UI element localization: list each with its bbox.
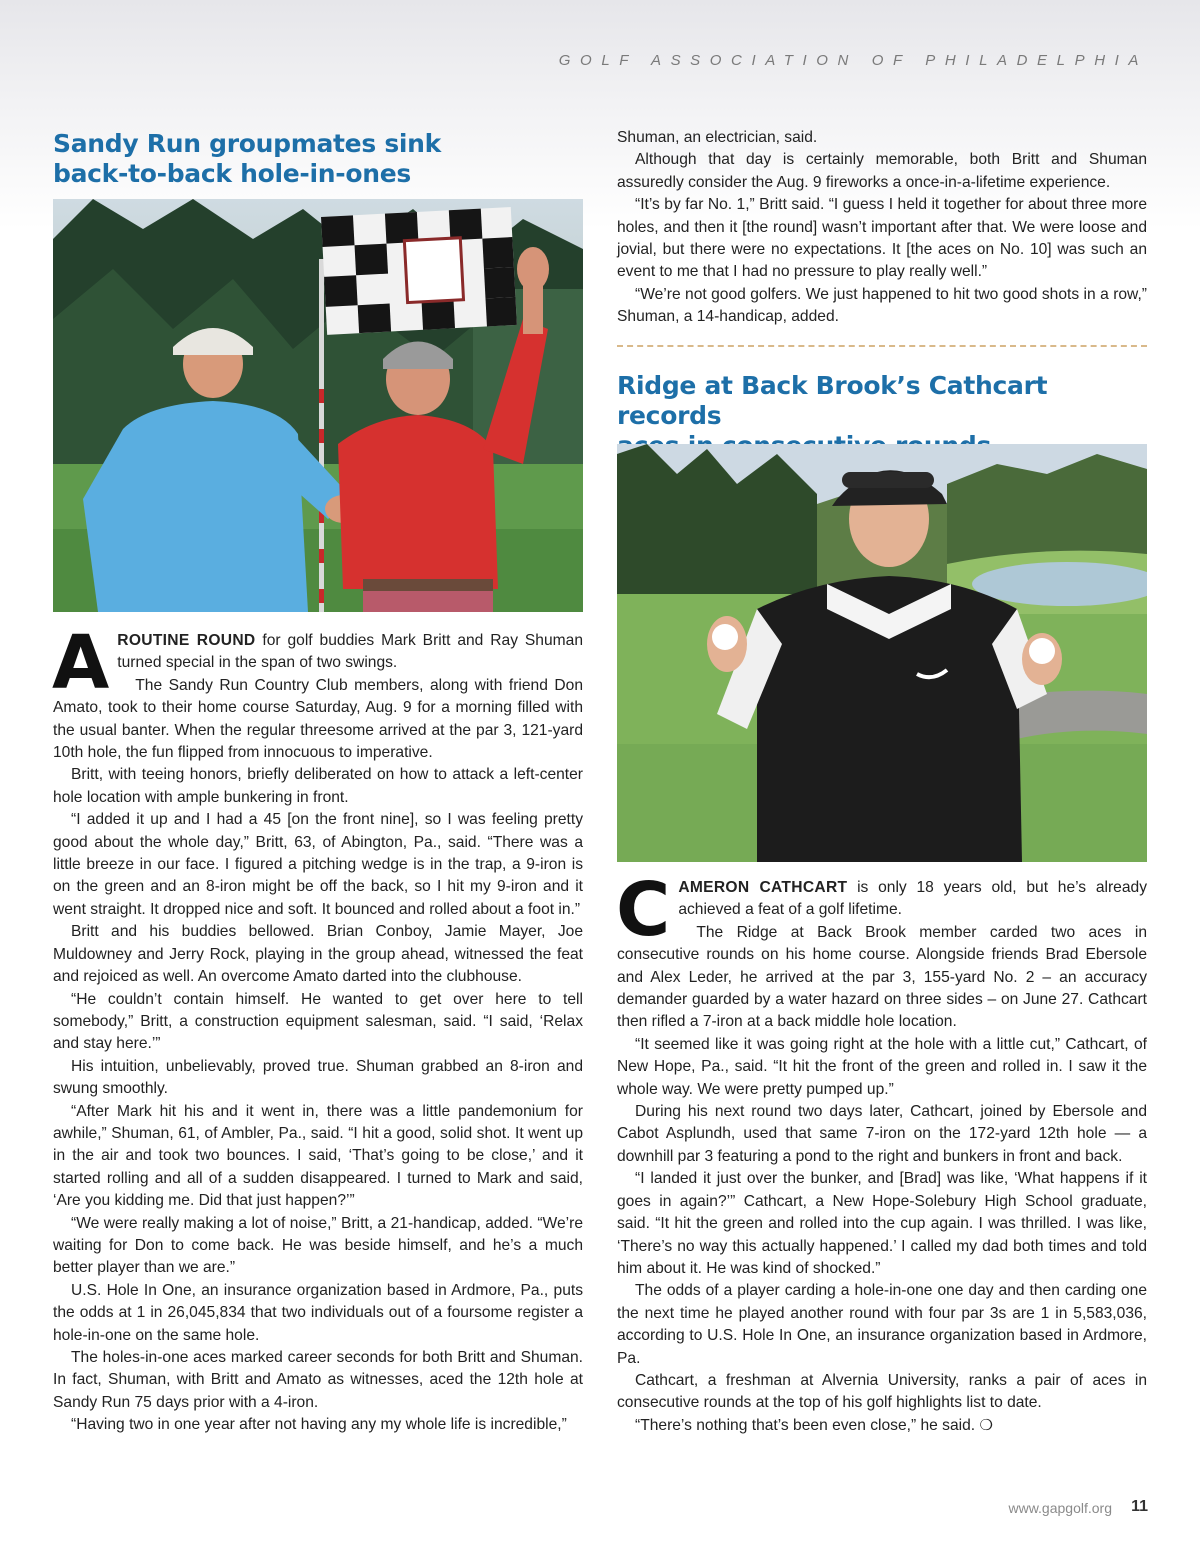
article1-paragraph-2: The Sandy Run Country Club members, along with friend Don Amato, took to their home course Saturday, Aug. 9 for a morning filled with the usual banter. When the regular threesome arrived at the par 3, 121-yard 10th hole, the fun flipped from innocuous to imperative.: [53, 676, 583, 762]
running-head: GOLF ASSOCIATION OF PHILADELPHIA: [558, 52, 1148, 69]
end-mark-icon: ❍: [979, 1416, 993, 1434]
article2-paragraph-7: Cathcart, a freshman at Alvernia University, ranks a pair of aces in consecutive rounds at the top of his golf highlights list to date.: [617, 1371, 1147, 1412]
article1-paragraph-1: [52, 620, 583, 706]
paragraph-text: for golf buddies Mark Britt and Ray Shuman turned special in the span of two swings.: [117, 632, 583, 672]
article1-paragraph-7: His intuition, unbelievably, proved true. Shuman grabbed an 8-iron and swung smoothly.: [53, 1057, 583, 1098]
article1-paragraph-10: U.S. Hole In One, an insurance organization based in Ardmore, Pa., puts the odds at 1 in 26,045,834 that two individuals out of a foursome register a hole-in-one on the same hole.: [53, 1281, 583, 1344]
article1-paragraph-9: “We were really making a lot of noise,” Britt, a 21-handicap, added. “We’re waiting for Don to come back. He was beside himself, and he’s a much better player than we are.”: [53, 1214, 583, 1277]
drop-cap: C: [616, 867, 671, 953]
article1-paragraph-16: “We’re not good golfers. We just happened to hit two good shots in a row,” Shuman, a 14-handicap, added.: [617, 285, 1147, 326]
article1-paragraph-13: Shuman, an electrician, said.: [617, 129, 818, 146]
article1-body-column2: [617, 127, 1147, 329]
article2-paragraph-1: [616, 867, 1147, 953]
article1-headline-line1: Sandy Run groupmates sink: [53, 129, 441, 158]
article2-paragraph-5: “I landed it just over the bunker, and [Brad] was like, ‘What happens if it goes in again?’” Cathcart, a New Hope-Solebury High School graduate, said. “It hit the green and rolled into the cup again. I was thrilled. I was like, ‘There’s no way this actually happened.’ I called my dad both times and told him about it. He was kind of shocked.”: [617, 1170, 1147, 1277]
article1-paragraph-12: “Having two in one year after not having any my whole life is incredible,”: [71, 1416, 567, 1434]
article1-paragraph-14: Although that day is certainly memorable, both Britt and Shuman assuredly consider the Aug. 9 fireworks a once-in-a-lifetime experience.: [617, 151, 1147, 191]
lead-in: ROUTINE ROUND: [117, 632, 256, 649]
article1-paragraph-4: “I added it up and I had a 45 [on the front nine], so I was feeling pretty good about the whole day,” Britt, 63, of Abington, Pa., said. “There was a little breeze in our face. I figured a pitching wedge is in the trap, a 9-iron is on the green and an 8-iron might be off the back, so I hit my 9-iron and it went straight. It dropped nice and soft. It bounced and rolled about a foot in.”: [53, 811, 583, 918]
article2-body: [616, 867, 1147, 1437]
article1-paragraph-6: “He couldn’t contain himself. He wanted to get over here to tell somebody,” Britt, a construction equipment salesman, said. “I said, ‘Relax and stay here.’”: [53, 990, 583, 1053]
footer-url: www.gapgolf.org: [1008, 1500, 1112, 1516]
article1-body-column1: [52, 620, 583, 1437]
article1-paragraph-11: The holes-in-one aces marked career seconds for both Britt and Shuman. In fact, Shuman, with Britt and Amato as witnesses, aced the 12th hole at Sandy Run 75 days prior with a 4-iron.: [53, 1349, 583, 1411]
golfers-with-flag-illustration: [53, 199, 583, 612]
paragraph-text: is only 18 years old, but he’s already achieved a feat of a golf lifetime.: [678, 879, 1147, 919]
article1-headline-line2: back-to-back hole-in-ones: [53, 159, 411, 188]
article2-headline-line1: Ridge at Back Brook’s Cathcart records: [617, 371, 1048, 430]
article1-headline: [53, 129, 583, 189]
article1-paragraph-5: Britt and his buddies bellowed. Brian Conboy, Jamie Mayer, Joe Muldowney and Jerry Rock, playing in the group ahead, witnessed the feat and rejoiced as well. An overcome Amato darted into the clubhouse.: [53, 923, 583, 986]
lead-in: AMERON CATHCART: [678, 879, 848, 896]
golfer-holding-balls-illustration: [617, 444, 1147, 862]
drop-cap: A: [52, 620, 110, 706]
article1-photo: [53, 199, 583, 612]
article1-paragraph-15: “It’s by far No. 1,” Britt said. “I guess I held it together for about three more holes, and then it [the round] wasn’t important after that. We were loose and jovial, but there were no expectations. It [the aces on No. 10] was such an event to me that I had no pressure to play really well.”: [617, 196, 1147, 281]
page-number: 11: [1131, 1498, 1148, 1515]
article2-paragraph-6: The odds of a player carding a hole-in-one one day and then carding one the next time he played another round with four par 3s are 1 in 5,583,036, according to U.S. Hole In One, an insurance organization based in Ardmore, Pa.: [617, 1282, 1147, 1367]
article2-paragraph-3: “It seemed like it was going right at the hole with a little cut,” Cathcart, of New Hope, Pa., said. “It hit the front of the green and rolled in. I saw it the whole way. We were pretty pumped up.”: [617, 1035, 1147, 1098]
article2-paragraph-8: [617, 1415, 1147, 1437]
article1-paragraph-8: “After Mark hit his and it went in, there was a little pandemonium for awhile,” Shuman, 61, of Ambler, Pa., said. “I hit a good, solid shot. It went up in the air and took two bounces. I said, ‘That’s going to be close,’ and it started rolling and all of a sudden disappeared. I turned to Mark and said, ‘Are you kidding me. Did that just happen?’”: [53, 1102, 583, 1210]
article2-photo: [617, 444, 1147, 862]
article2-paragraph-2: The Ridge at Back Brook member carded two aces in consecutive rounds on his home course. Alongside friends Brad Ebersole and Alex Leder, he arrived at the par 3, 155-yard No. 2 – an accuracy demander guarded by a water hazard on three sides – on June 27. Cathcart then rifled a 7-iron at a back middle hole location.: [617, 923, 1147, 1031]
article-divider: [617, 345, 1147, 347]
article1-paragraph-3: Britt, with teeing honors, briefly deliberated on how to attack a left-center hole location with ample bunkering in front.: [53, 766, 583, 806]
article2-paragraph-4: During his next round two days later, Cathcart, joined by Ebersole and Cabot Asplundh, used that same 7-iron on the 172-yard 12th hole — a downhill par 3 featuring a pond to the right and bunkers in front and back.: [617, 1103, 1147, 1165]
paragraph-text: “There’s nothing that’s been even close,” he said.: [635, 1416, 976, 1434]
